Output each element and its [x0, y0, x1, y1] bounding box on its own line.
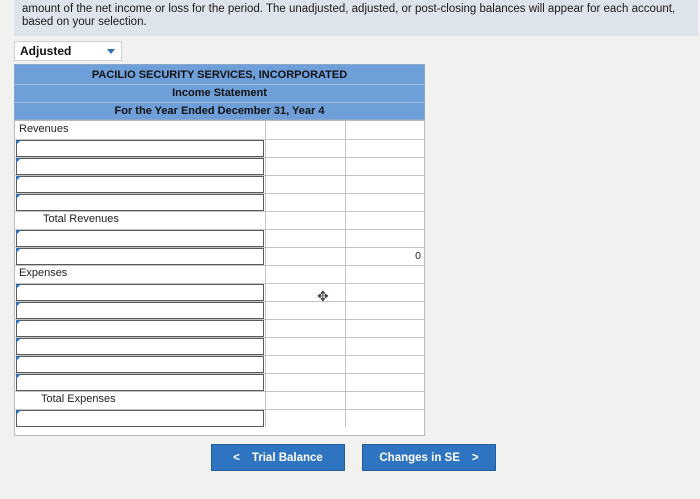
- chevron-right-icon: >: [471, 451, 479, 464]
- total-cell: [345, 229, 425, 247]
- trial-balance-label: Trial Balance: [251, 451, 323, 464]
- table-row: [15, 139, 424, 158]
- amount-cell[interactable]: [265, 283, 345, 301]
- statement-title: Income Statement: [172, 87, 267, 99]
- table-row: [15, 301, 424, 320]
- amount-cell[interactable]: [265, 409, 345, 427]
- expense-account-input[interactable]: [16, 374, 264, 391]
- header-divider: [15, 84, 424, 85]
- amount-cell[interactable]: [265, 373, 345, 391]
- expense-account-input[interactable]: [16, 356, 264, 373]
- amount-cell: [265, 121, 345, 139]
- expenses-label: Expenses: [19, 267, 68, 279]
- revenue-account-input[interactable]: [16, 194, 264, 211]
- total-cell: [345, 265, 425, 283]
- instruction-text: amount of the net income or loss for the period. The unadjusted, adjusted, or post-closing balances will appear for each account, based on your selection.: [14, 0, 698, 36]
- net-income-cell[interactable]: [345, 409, 425, 427]
- revenue-account-input[interactable]: [16, 176, 264, 193]
- table-row: [15, 121, 424, 140]
- balance-type-dropdown[interactable]: [14, 41, 122, 61]
- account-input[interactable]: [16, 230, 264, 247]
- amount-cell: [265, 391, 345, 409]
- table-row: [15, 265, 424, 284]
- total-cell: [345, 301, 425, 319]
- total-cell: [345, 139, 425, 157]
- amount-cell: [265, 265, 345, 283]
- expense-account-input[interactable]: [16, 302, 264, 319]
- amount-cell[interactable]: [265, 157, 345, 175]
- total-revenues-label: Total Revenues: [43, 213, 119, 225]
- net-value: 0: [415, 250, 421, 262]
- table-row: [15, 391, 424, 410]
- header-divider: [15, 102, 424, 103]
- revenue-account-input[interactable]: [16, 158, 264, 175]
- expense-account-input[interactable]: [16, 338, 264, 355]
- table-row: [15, 409, 424, 427]
- table-row: [15, 319, 424, 338]
- amount-cell[interactable]: [265, 301, 345, 319]
- table-row: [15, 157, 424, 176]
- statement-header: [14, 64, 425, 120]
- move-cursor-icon: ✥: [317, 288, 329, 304]
- trial-balance-button[interactable]: [211, 444, 345, 471]
- revenues-label: Revenues: [19, 123, 69, 135]
- amount-cell[interactable]: [265, 247, 345, 265]
- amount-cell[interactable]: [265, 139, 345, 157]
- table-row: [15, 355, 424, 374]
- table-row: [15, 337, 424, 356]
- expense-account-input[interactable]: [16, 320, 264, 337]
- table-row: [15, 283, 424, 302]
- amount-cell[interactable]: [265, 319, 345, 337]
- total-cell: [345, 193, 425, 211]
- chevron-down-icon: [107, 49, 115, 54]
- amount-cell[interactable]: [265, 337, 345, 355]
- table-row: [15, 211, 424, 230]
- revenue-account-input[interactable]: [16, 140, 264, 157]
- amount-cell[interactable]: [265, 175, 345, 193]
- chevron-left-icon: <: [233, 451, 240, 464]
- income-statement-table: [14, 120, 425, 436]
- total-expenses-label: Total Expenses: [41, 393, 116, 405]
- total-cell: [345, 319, 425, 337]
- amount-cell[interactable]: [265, 193, 345, 211]
- changes-in-se-label: Changes in SE: [379, 451, 460, 464]
- net-income-label-input[interactable]: [16, 410, 264, 427]
- amount-cell[interactable]: [265, 229, 345, 247]
- total-revenues-cell[interactable]: [345, 211, 425, 229]
- changes-in-se-button[interactable]: [362, 444, 496, 471]
- table-row: [15, 175, 424, 194]
- dropdown-selected-value: Adjusted: [20, 44, 72, 58]
- table-row: [15, 373, 424, 392]
- total-cell: [345, 157, 425, 175]
- total-cell: [345, 355, 425, 373]
- table-row: [15, 229, 424, 248]
- total-cell: [345, 373, 425, 391]
- total-cell: [345, 121, 425, 139]
- expense-account-input[interactable]: [16, 284, 264, 301]
- account-input[interactable]: [16, 248, 264, 265]
- table-row: [15, 247, 424, 266]
- table-row: [15, 193, 424, 212]
- total-cell: [345, 337, 425, 355]
- total-cell: [345, 283, 425, 301]
- statement-period: For the Year Ended December 31, Year 4: [114, 105, 325, 117]
- company-name: PACILIO SECURITY SERVICES, INCORPORATED: [91, 69, 348, 81]
- total-expenses-cell[interactable]: [345, 391, 425, 409]
- amount-cell: [265, 211, 345, 229]
- amount-cell[interactable]: [265, 355, 345, 373]
- total-cell: [345, 175, 425, 193]
